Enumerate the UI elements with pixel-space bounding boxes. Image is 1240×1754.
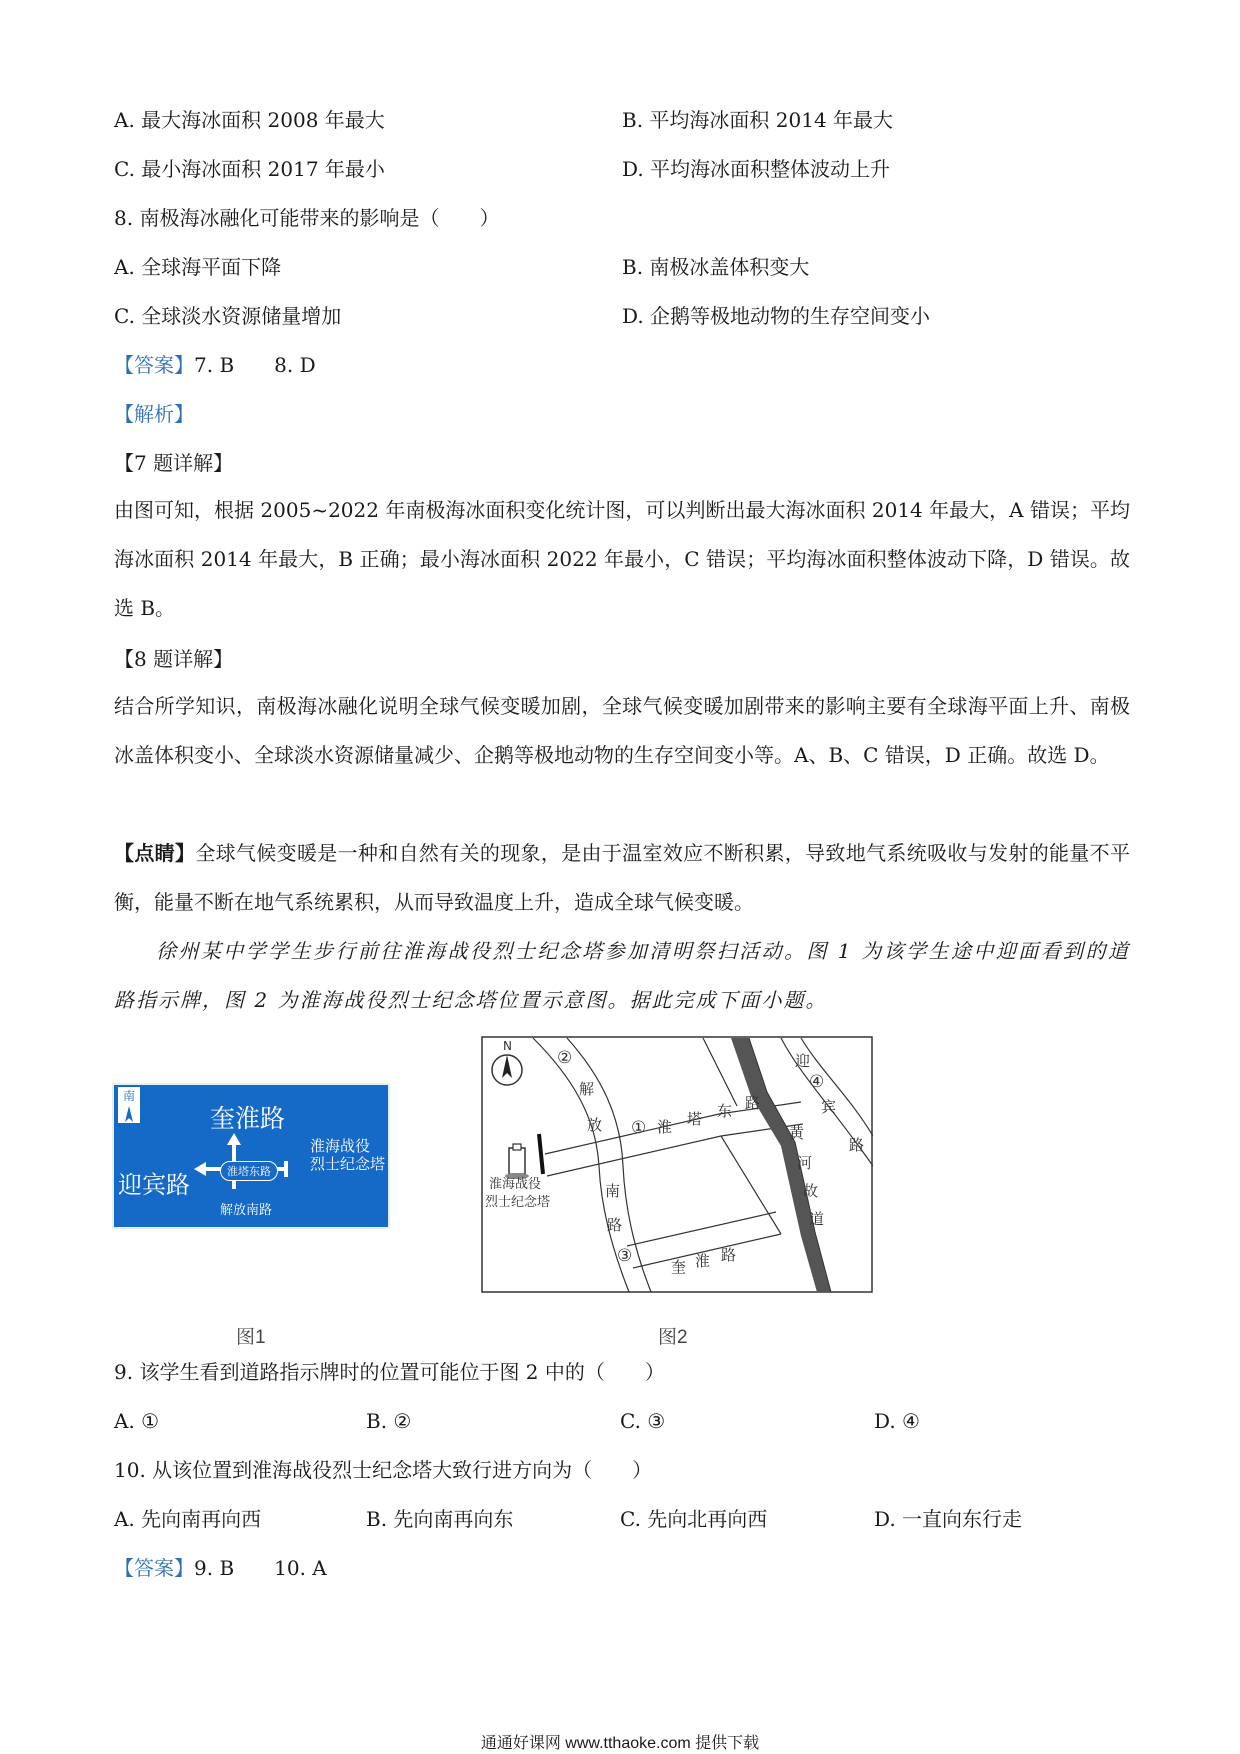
map-mark-4: ④ bbox=[809, 1072, 825, 1092]
q8-detail-text: 结合所学知识，南极海冰融化说明全球气候变暖加剧，全球气候变暖加剧带来的影响主要有全球海平面上升、南极冰盖体积变小、全球淡水资源储量减少、企鹅等极地动物的生存空间变小等。A、B、C 错误，D 正确。故选 D。 bbox=[114, 694, 1130, 767]
q7-detail-text: 由图可知，根据 2005~2022 年南极海冰面积变化统计图，可以判断出最大海冰面积 2014 年最大，A 错误；平均海冰面积 2014 年最大，B 正确；最小海冰面积 2022 年最小，C 错误；平均海冰面积整体波动下降，D 错误。故选 B。 bbox=[114, 498, 1130, 620]
map-yingbin-3: 路 bbox=[849, 1136, 865, 1154]
q9-option-b: B. ② bbox=[366, 1409, 412, 1433]
map-memorial-label-1: 淮海战役 bbox=[489, 1177, 542, 1192]
page-footer: 通通好课网 www.tthaoke.com 提供下载 bbox=[480, 1735, 760, 1752]
answer-tag: 【答案】 bbox=[114, 353, 194, 377]
map-jiefang-1: 解 bbox=[579, 1080, 595, 1098]
sign-compass bbox=[118, 1087, 140, 1123]
map-north-label: N bbox=[503, 1039, 512, 1053]
q10-option-b: B. 先向南再向东 bbox=[366, 1507, 514, 1531]
map-mark-1: ① bbox=[631, 1118, 647, 1138]
q7-option-a: A. 最大海冰面积 2008 年最大 bbox=[114, 108, 385, 132]
map-jiefang-2: 放 bbox=[587, 1116, 603, 1134]
q8-option-b: B. 南极冰盖体积变大 bbox=[622, 255, 810, 279]
road-sign-figure bbox=[112, 1083, 390, 1229]
q8-option-d: D. 企鹅等极地动物的生存空间变小 bbox=[622, 304, 931, 328]
map-jiefang-3: 南 bbox=[605, 1182, 621, 1200]
map-yingbin-1: 迎 bbox=[795, 1052, 811, 1070]
q7-option-b: B. 平均海冰面积 2014 年最大 bbox=[622, 108, 894, 132]
analysis-tag: 【解析】 bbox=[114, 402, 194, 426]
sign-right-label-2: 烈士纪念塔 bbox=[310, 1156, 386, 1173]
fig1-caption: 图1 bbox=[236, 1327, 266, 1348]
q8-option-a: A. 全球海平面下降 bbox=[114, 255, 282, 279]
sign-bottom-road: 解放南路 bbox=[220, 1202, 273, 1217]
sign-compass-arrow-icon bbox=[118, 1104, 140, 1124]
q7-detail-tag: 【7 题详解】 bbox=[114, 451, 234, 475]
map-huanghe-4: 道 bbox=[809, 1210, 825, 1228]
dianjing-text: 全球气候变暖是一种和自然有关的现象，是由于温室效应不断积累，导致地气系统吸收与发射的能量不平衡，能量不断在地气系统累积，从而导致温度上升，造成全球气候变暖。 bbox=[114, 841, 1131, 914]
answer-tag-2: 【答案】 bbox=[114, 1556, 194, 1580]
sign-top-road: 奎淮路 bbox=[210, 1105, 286, 1133]
sign-left-road: 迎宾路 bbox=[118, 1172, 190, 1199]
map-huaita-3: 东 bbox=[717, 1102, 733, 1120]
map-huanghe-3: 故 bbox=[803, 1182, 819, 1200]
q9-option-d: D. ④ bbox=[874, 1409, 920, 1433]
map-memorial-label-2: 烈士纪念塔 bbox=[485, 1195, 551, 1210]
q9-option-a: A. ① bbox=[114, 1409, 160, 1433]
intro-paragraph: 徐州某中学学生步行前往淮海战役烈士纪念塔参加清明祭扫活动。图 1 为该学生途中迎面看到的道路指示牌，图 2 为淮海战役烈士纪念塔位置示意图。据此完成下面小题。 bbox=[114, 939, 1130, 1012]
map-huaita-4: 路 bbox=[745, 1094, 761, 1112]
sign-center-road: 淮塔东路 bbox=[220, 1161, 278, 1181]
answer-block-2 bbox=[114, 1554, 327, 1582]
q10-option-c: C. 先向北再向西 bbox=[620, 1507, 768, 1531]
dianjing-tag: 【点睛】 bbox=[114, 841, 196, 865]
map-huanghe-1: 黄 bbox=[789, 1124, 805, 1142]
map-kuihuai-1: 奎 bbox=[671, 1258, 687, 1276]
map-kuihuai-3: 路 bbox=[721, 1246, 737, 1264]
map-kuihuai-2: 淮 bbox=[695, 1252, 711, 1270]
fig2-caption: 图2 bbox=[658, 1327, 688, 1348]
q8-option-c: C. 全球淡水资源储量增加 bbox=[114, 304, 342, 328]
map-huaita-1: 淮 bbox=[657, 1118, 673, 1136]
sign-right-label-1: 淮海战役 bbox=[310, 1138, 371, 1155]
q9-option-c: C. ③ bbox=[620, 1409, 666, 1433]
q10-stem: 10. 从该位置到淮海战役烈士纪念塔大致行进方向为（ ） bbox=[114, 1458, 653, 1482]
sign-compass-label: 南 bbox=[122, 1089, 135, 1103]
map-jiefang-4: 路 bbox=[607, 1216, 623, 1234]
map-huaita-2: 塔 bbox=[687, 1110, 703, 1128]
memorial-location-map bbox=[481, 1036, 873, 1293]
map-mark-2: ② bbox=[557, 1048, 573, 1068]
map-yingbin-2: 宾 bbox=[821, 1098, 837, 1116]
q9-stem: 9. 该学生看到道路指示牌时的位置可能位于图 2 中的（ ） bbox=[114, 1360, 665, 1384]
q8-stem: 8. 南极海冰融化可能带来的影响是（ ） bbox=[114, 206, 500, 230]
map-mark-3: ③ bbox=[617, 1246, 633, 1266]
dianjing-block bbox=[114, 829, 1130, 927]
map-huanghe-2: 河 bbox=[797, 1154, 813, 1172]
q10-option-d: D. 一直向东行走 bbox=[874, 1507, 1023, 1531]
answer-text: 7. B 8. D bbox=[194, 353, 316, 377]
q10-option-a: A. 先向南再向西 bbox=[114, 1507, 262, 1531]
q7-option-d: D. 平均海冰面积整体波动上升 bbox=[622, 157, 891, 181]
q8-detail-tag: 【8 题详解】 bbox=[114, 647, 234, 671]
answer-block-1 bbox=[114, 351, 316, 379]
q7-option-c: C. 最小海冰面积 2017 年最小 bbox=[114, 157, 385, 181]
answer-text-2: 9. B 10. A bbox=[194, 1556, 327, 1580]
